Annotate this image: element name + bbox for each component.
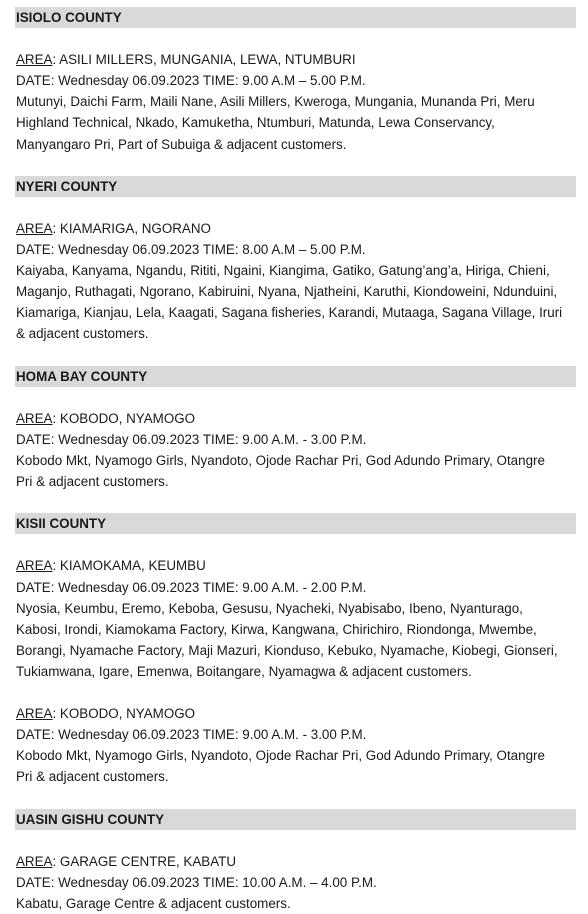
section-nyeri bbox=[16, 176, 576, 345]
county-heading: NYERI COUNTY bbox=[15, 176, 576, 197]
area-label: AREA bbox=[16, 706, 53, 722]
area-value: : KOBODO, NYAMOGO bbox=[52, 706, 196, 722]
area-line bbox=[16, 218, 576, 239]
area-value: : KIAMOKAMA, KEUMBU bbox=[52, 558, 206, 574]
locations-text: Mutunyi, Daichi Farm, Maili Nane, Asili Millers, Kweroga, Mungania, Munanda Pri, Meru Highland Technical, Nkado, Kamuketha, Ntumburi, Matunda, Lewa Conservancy, Manyangaro Pri, Part of Subuiga & adjacent customers. bbox=[16, 94, 535, 152]
locations-text: Kobodo Mkt, Nyamogo Girls, Nyandoto, Ojode Rachar Pri, God Adundo Primary, Otangre Pri & adjacent customers. bbox=[16, 748, 545, 785]
locations-text: Nyosia, Keumbu, Eremo, Keboba, Gesusu, Nyacheki, Nyabisabo, Ibeno, Nyanturago, Kabosi, Irondi, Kiamokama Factory, Kirwa, Kangwana, Chirichiro, Riondonga, Mwembe, Borangi, Nyamache Factory, Maji Mazuri, Kionduso, Kebuko, Nyamache, Kiobegi, Gionseri, Tukiamwana, Igare, Emenwa, Boitangare, Nyamagwa & adjacent customers. bbox=[16, 600, 558, 679]
locations-text: Kaiyaba, Kanyama, Ngandu, Rititi, Ngaini, Kiangima, Gatiko, Gatung’ang’a, Hiriga, Chieni, Maganjo, Ruthagati, Ngorano, Kabiruini, Nyana, Njatheini, Karuthi, Kiondoweini, Ndunduini, Kiamariga, Kianjau, Lela, Kaagati, Sagana fisheries, Karandi, Mutaaga, Sagana Village, Iruri & adjacent customers. bbox=[16, 263, 563, 342]
section-uasin-gishu bbox=[16, 809, 576, 914]
area-label: AREA bbox=[16, 558, 53, 574]
section-homa-bay bbox=[16, 366, 576, 493]
area-line bbox=[16, 555, 576, 576]
date-time-line: DATE: Wednesday 06.09.2023 TIME: 9.00 A.M – 5.00 P.M. bbox=[16, 73, 366, 89]
section-kisii-second-area bbox=[16, 703, 576, 787]
area-line bbox=[16, 703, 576, 724]
county-heading: KISII COUNTY bbox=[15, 513, 576, 534]
locations-text: Kabatu, Garage Centre & adjacent customers. bbox=[16, 895, 291, 911]
date-time-line: DATE: Wednesday 06.09.2023 TIME: 9.00 A.M. - 3.00 P.M. bbox=[16, 727, 367, 743]
county-heading: ISIOLO COUNTY bbox=[15, 7, 576, 28]
area-value: : ASILI MILLERS, MUNGANIA, LEWA, NTUMBURI bbox=[52, 52, 356, 68]
area-line bbox=[16, 851, 576, 872]
area-value: : KIAMARIGA, NGORANO bbox=[52, 220, 211, 236]
date-time-line: DATE: Wednesday 06.09.2023 TIME: 9.00 A.M. - 2.00 P.M. bbox=[16, 579, 367, 595]
county-heading: UASIN GISHU COUNTY bbox=[15, 809, 576, 830]
date-time-line: DATE: Wednesday 06.09.2023 TIME: 10.00 A.M. – 4.00 P.M. bbox=[16, 874, 377, 890]
area-line bbox=[16, 408, 576, 429]
area-label: AREA bbox=[16, 220, 53, 236]
section-isiolo bbox=[16, 7, 576, 155]
section-kisii bbox=[16, 513, 576, 682]
area-line bbox=[16, 49, 576, 70]
area-label: AREA bbox=[16, 52, 53, 68]
date-time-line: DATE: Wednesday 06.09.2023 TIME: 8.00 A.M – 5.00 P.M. bbox=[16, 242, 366, 258]
area-label: AREA bbox=[16, 853, 53, 869]
locations-text: Kobodo Mkt, Nyamogo Girls, Nyandoto, Ojode Rachar Pri, God Adundo Primary, Otangre Pri & adjacent customers. bbox=[16, 452, 545, 490]
date-time-line: DATE: Wednesday 06.09.2023 TIME: 9.00 A.M. - 3.00 P.M. bbox=[16, 431, 367, 447]
area-label: AREA bbox=[16, 410, 53, 426]
county-heading: HOMA BAY COUNTY bbox=[15, 366, 576, 387]
area-value: : GARAGE CENTRE, KABATU bbox=[52, 853, 237, 869]
area-value: : KOBODO, NYAMOGO bbox=[52, 410, 196, 426]
